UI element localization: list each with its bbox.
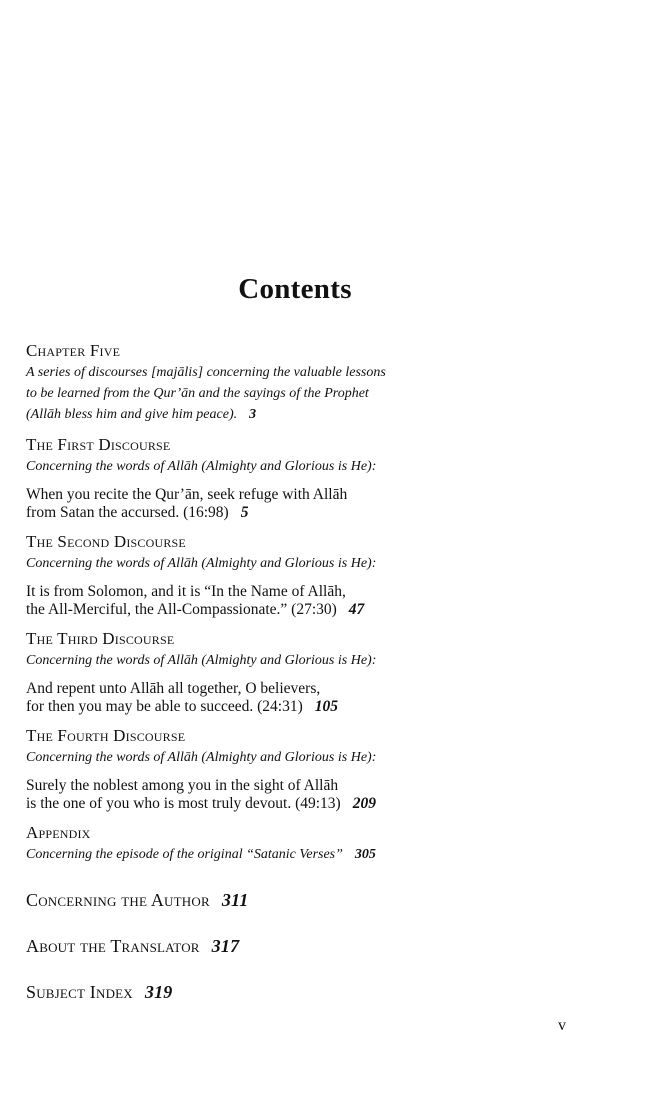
page-folio: v: [558, 1017, 566, 1034]
chapter-heading: Chapter Five: [26, 341, 121, 360]
discourse-heading: The Second Discourse: [26, 532, 186, 551]
appendix-heading: Appendix: [26, 823, 91, 842]
discourse-intro: Concerning the words of Allāh (Almighty and Glorious is He):: [26, 556, 377, 571]
toc-entry-fourth-discourse[interactable]: [26, 725, 446, 813]
chapter-line-last: (Allāh bless him and give him peace). 3: [26, 407, 257, 422]
verse-line-last: the All-Merciful, the All-Compassionate.” (27:30) 47: [26, 601, 365, 618]
verse-line: Surely the noblest among you in the sight of Allāh: [26, 777, 339, 794]
back-matter-heading: Concerning the Author 311: [26, 890, 249, 910]
discourse-intro: Concerning the words of Allāh (Almighty and Glorious is He):: [26, 750, 377, 765]
toc-entry-appendix[interactable]: [26, 822, 446, 865]
page-title: Contents: [238, 273, 352, 305]
chapter-line: to be learned from the Qur’ān and the sayings of the Prophet: [26, 386, 369, 401]
discourse-heading: The Third Discourse: [26, 629, 175, 648]
toc-entry-author[interactable]: [26, 889, 446, 911]
verse-line-last: is the one of you who is most truly devout. (49:13) 209: [26, 795, 376, 812]
table-of-contents: [26, 340, 446, 1003]
chapter-line: A series of discourses [majālis] concerning the valuable lessons: [26, 365, 386, 380]
toc-entry-third-discourse[interactable]: [26, 628, 446, 716]
verse-line: When you recite the Qur’ān, seek refuge with Allāh: [26, 486, 348, 503]
toc-entry-translator[interactable]: [26, 935, 446, 957]
page-number: 3: [249, 407, 257, 422]
page-number: 209: [352, 795, 376, 812]
page-number: 305: [354, 847, 376, 862]
verse-line: And repent unto Allāh all together, O believers,: [26, 680, 321, 697]
discourse-heading: The First Discourse: [26, 435, 171, 454]
verse-line: It is from Solomon, and it is “In the Name of Allāh,: [26, 583, 346, 600]
toc-entry-first-discourse[interactable]: [26, 434, 446, 522]
page-number: 317: [211, 936, 240, 956]
back-matter-heading: Subject Index 319: [26, 982, 173, 1002]
page-number: 5: [240, 504, 249, 521]
page-number: 319: [144, 982, 173, 1002]
appendix-line: Concerning the episode of the original “Satanic Verses” 305: [26, 847, 376, 862]
verse-line-last: from Satan the accursed. (16:98) 5: [26, 504, 249, 521]
verse-line-last: for then you may be able to succeed. (24:31) 105: [26, 698, 339, 715]
discourse-intro: Concerning the words of Allāh (Almighty and Glorious is He):: [26, 653, 377, 668]
toc-entry-second-discourse[interactable]: [26, 531, 446, 619]
discourse-heading: The Fourth Discourse: [26, 726, 186, 745]
back-matter-heading: About the Translator 317: [26, 936, 240, 956]
page-number: 47: [348, 601, 365, 618]
discourse-intro: Concerning the words of Allāh (Almighty and Glorious is He):: [26, 459, 377, 474]
page-number: 311: [221, 890, 249, 910]
toc-entry-subject-index[interactable]: [26, 981, 446, 1003]
page-number: 105: [314, 698, 339, 715]
toc-entry-chapter-five[interactable]: [26, 340, 446, 425]
